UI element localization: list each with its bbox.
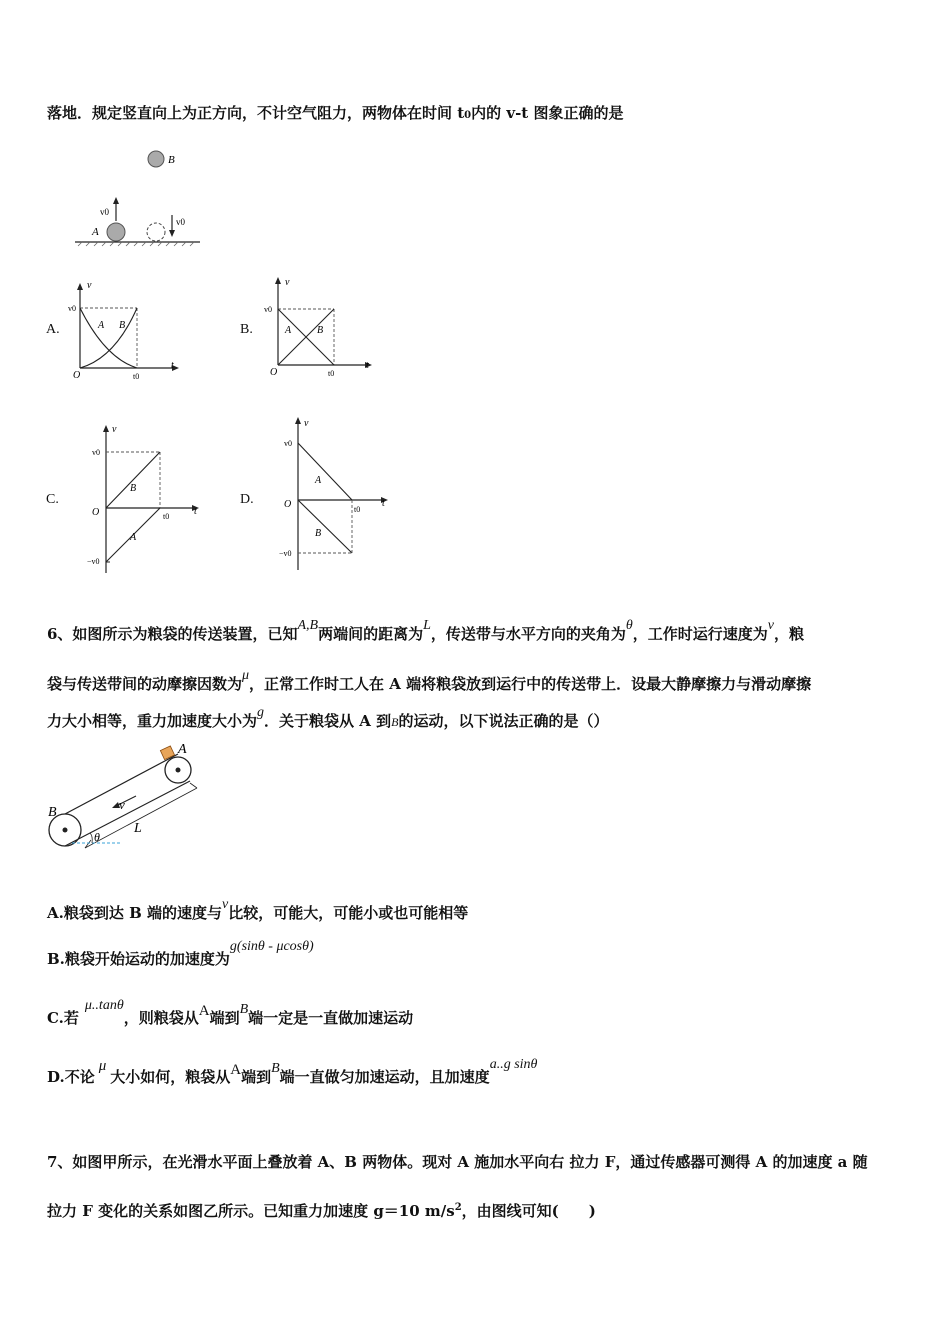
t0-tick: t0 xyxy=(133,372,140,381)
line-b xyxy=(298,500,352,553)
q5-intro-subscript: 0 xyxy=(464,110,472,121)
label-a: A xyxy=(178,742,187,757)
q6-l1-text-e: ，粮 xyxy=(774,625,805,643)
q5-ball-figure xyxy=(70,145,210,255)
q7-l2-text-end: ，由图线可知( ) xyxy=(461,1202,596,1220)
q6-opt-b-formula: g(sinθ - μcosθ) xyxy=(229,939,314,954)
label-v: v xyxy=(119,797,125,812)
ball-a xyxy=(107,223,125,241)
series-b-label: B xyxy=(130,483,137,494)
curve-a xyxy=(80,308,137,368)
t0-tick: t0 xyxy=(354,505,361,514)
series-b-label: B xyxy=(315,528,322,539)
q6-conveyor-figure xyxy=(40,738,210,850)
ball-a-label: A xyxy=(92,226,99,238)
q6-l3-text-b: ．关于粮袋从 A 到 xyxy=(264,712,392,730)
q5-option-a-label[interactable]: A. xyxy=(46,322,60,337)
q6-l1-text-b: 两端间的距离为 xyxy=(318,625,424,643)
series-a-label: A xyxy=(130,532,137,543)
series-b-label: B xyxy=(317,325,324,336)
q6-l2-text-b: ，正常工作时工人在 A 端将粮袋放到运行中的传送带上．设最大静摩擦力与滑动摩擦 xyxy=(249,675,812,693)
q5-option-a-graph[interactable] xyxy=(65,278,195,383)
v0-up-label: v0 xyxy=(100,207,109,217)
q6-sym-b: B xyxy=(391,715,399,729)
q6-opt-d-text-2: 大小如何，粮袋从 xyxy=(110,1068,231,1086)
q6-option-d[interactable] xyxy=(47,1057,538,1087)
q6-sym-g: g xyxy=(257,705,265,720)
origin-label: O xyxy=(284,499,292,510)
q6-opt-b-text: B.粮袋开始运动的加速度为 xyxy=(47,950,230,968)
origin-label: O xyxy=(270,367,278,378)
ground-hatching xyxy=(78,242,194,246)
neg-v0-tick: −v0 xyxy=(279,549,292,558)
label-b: B xyxy=(48,805,57,820)
t0-tick: t0 xyxy=(163,512,170,521)
v0-tick: v0 xyxy=(284,439,292,448)
q6-opt-c-formula: μ..tanθ xyxy=(84,998,124,1013)
line-a xyxy=(298,443,352,500)
q7-l2-superscript: 2 xyxy=(454,1202,462,1213)
q5-intro xyxy=(47,102,623,123)
q7-line-1: 7、如图甲所示，在光滑水平面上叠放着 A、B 两物体。现对 A 施加水平向右 拉力 F，通过传感器可测得 A 的加速度 a 随 xyxy=(47,1153,868,1171)
axis-t-label: t xyxy=(194,506,197,517)
q6-option-a[interactable] xyxy=(47,897,469,923)
v0-tick: v0 xyxy=(264,305,272,314)
q6-l1-text-c: ，传送带与水平方向的夹角为 xyxy=(430,625,626,643)
q6-opt-c-text-2: ，则粮袋从 xyxy=(123,1009,199,1027)
q6-l3-text-c: 的运动，以下说法正确的是（） xyxy=(398,712,609,730)
q6-opt-a-text-end: 比较，可能大，可能小或也可能相等 xyxy=(228,904,469,922)
q5-option-c-label[interactable]: C. xyxy=(46,492,59,507)
q6-l1-text-a: 6、如图所示为粮袋的传送装置，已知 xyxy=(47,625,298,643)
series-b-label: B xyxy=(119,320,126,331)
series-a-label: A xyxy=(285,325,292,336)
q6-opt-d-text-3: 端到 xyxy=(241,1068,272,1086)
q6-line-1 xyxy=(47,618,805,644)
q6-l2-text-a: 袋与传送带间的动摩擦因数为 xyxy=(47,675,243,693)
q6-opt-d-sym-mu: μ xyxy=(98,1058,107,1074)
v0-tick: v0 xyxy=(92,448,100,457)
q7-l2-text: 拉力 F 变化的关系如图乙所示。已知重力加速度 g＝10 m/s xyxy=(47,1202,455,1220)
curve-b xyxy=(80,308,137,368)
q6-opt-d-sym-a: A xyxy=(230,1062,242,1078)
q6-sym-v: v xyxy=(767,618,775,633)
q6-opt-a-sym-v: v xyxy=(221,897,229,912)
ball-b-label: B xyxy=(168,154,175,166)
q6-l3-text-a: 力大小相等，重力加速度大小为 xyxy=(47,712,258,730)
q5-option-c-graph[interactable] xyxy=(70,418,210,578)
q6-opt-c-sym-a: A xyxy=(198,1003,210,1019)
label-theta: θ xyxy=(94,830,100,844)
q6-sym-l: L xyxy=(423,618,431,633)
q6-opt-c-text-end: 端一定是一直做加速运动 xyxy=(248,1009,414,1027)
label-l: L xyxy=(134,821,142,836)
series-a-label: A xyxy=(98,320,105,331)
q6-opt-d-text-4: 端一直做匀加速运动，且加速度 xyxy=(279,1068,490,1086)
q7-line-2 xyxy=(47,1200,596,1221)
q5-option-d-label[interactable]: D. xyxy=(240,492,254,507)
neg-v0-tick: −v0 xyxy=(87,557,100,566)
axis-t-label: t xyxy=(171,360,174,371)
q6-line-2 xyxy=(47,668,812,694)
v0-tick: v0 xyxy=(68,304,76,313)
axis-v-label: v xyxy=(112,424,117,435)
q5-option-d-graph[interactable] xyxy=(262,410,402,575)
axis-v-label: v xyxy=(304,418,309,429)
axis-v-label: v xyxy=(285,277,290,288)
q6-sym-ab: A,B xyxy=(297,618,319,633)
q6-opt-c-text-3: 端到 xyxy=(209,1009,240,1027)
axis-t-label: t xyxy=(382,498,385,509)
q6-option-c[interactable] xyxy=(47,998,414,1028)
q6-opt-d-formula: a..g sinθ xyxy=(489,1057,538,1072)
q5-option-b-graph[interactable] xyxy=(258,270,388,382)
ball-b xyxy=(148,151,164,167)
origin-label: O xyxy=(73,370,81,381)
q6-sym-mu: μ xyxy=(242,668,250,683)
v0-up-arrowhead xyxy=(113,197,119,204)
ball-b-ghost xyxy=(147,223,165,241)
t0-tick: t0 xyxy=(328,369,335,378)
axis-t-label: t xyxy=(366,360,369,371)
q6-l1-text-d: ，工作时运行速度为 xyxy=(632,625,768,643)
line-b xyxy=(106,452,160,508)
axis-v-label: v xyxy=(87,280,92,291)
series-a-label: A xyxy=(315,475,322,486)
q6-opt-c-text: C.若 xyxy=(47,1009,79,1027)
q6-option-b[interactable] xyxy=(47,939,314,969)
v0-down-label: v0 xyxy=(176,217,185,227)
q6-line-3 xyxy=(47,705,609,731)
v0-down-arrowhead xyxy=(169,230,175,237)
q6-opt-c-sym-b: B xyxy=(239,1002,249,1017)
q6-opt-d-text: D.不论 xyxy=(47,1068,95,1086)
q6-sym-theta: θ xyxy=(625,618,633,633)
q6-opt-a-text: A.粮袋到达 B 端的速度与 xyxy=(47,904,222,922)
q5-intro-text-end: 内的 v-t 图象正确的是 xyxy=(471,104,624,122)
q5-option-b-label[interactable]: B. xyxy=(240,322,253,337)
q5-intro-text: 落地．规定竖直向上为正方向，不计空气阻力，两物体在时间 t xyxy=(47,104,465,122)
q6-opt-d-sym-b: B xyxy=(271,1061,280,1076)
origin-label: O xyxy=(92,507,100,518)
